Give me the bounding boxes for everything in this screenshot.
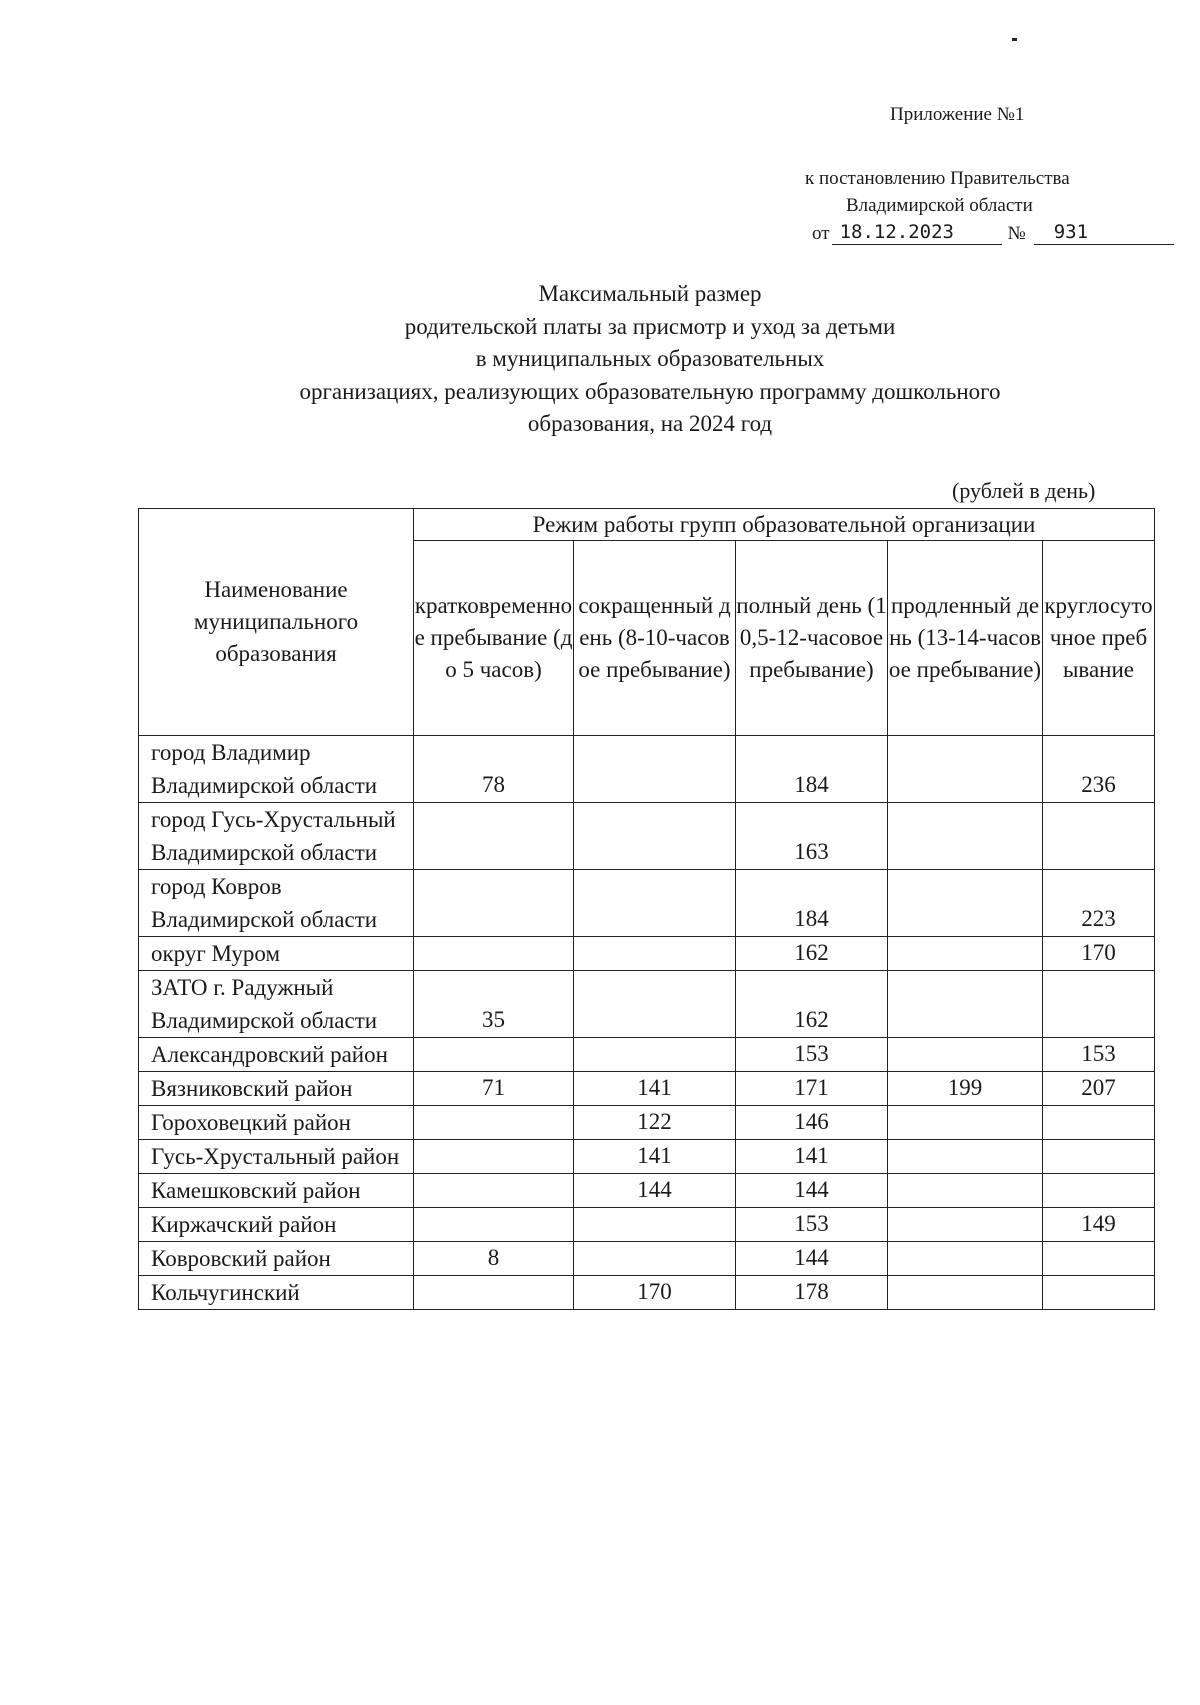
fee-value xyxy=(1043,1276,1155,1310)
fee-value: 184 xyxy=(736,736,888,803)
fee-value: 178 xyxy=(736,1276,888,1310)
fee-value: 144 xyxy=(736,1174,888,1208)
table-row xyxy=(139,1208,1155,1242)
title-line: образования, на 2024 год xyxy=(527,411,773,436)
title-line: Максимальный размер xyxy=(538,281,762,306)
fee-value xyxy=(1043,1242,1155,1276)
fee-value xyxy=(888,1208,1043,1242)
title-line: в муниципальных образовательных xyxy=(475,346,825,371)
column-header: сокращенный день (8-10-часовое пребывание) xyxy=(574,541,736,736)
fee-value: 162 xyxy=(736,937,888,971)
fee-value: 71 xyxy=(414,1072,574,1106)
fee-value xyxy=(888,1106,1043,1140)
fee-value xyxy=(414,870,574,937)
fee-value: 8 xyxy=(414,1242,574,1276)
decree-date-row xyxy=(812,220,1174,245)
fee-value xyxy=(888,1140,1043,1174)
annex-title: Приложение №1 xyxy=(890,104,1025,125)
municipality-name: Кольчугинский xyxy=(139,1276,414,1310)
fee-value: 153 xyxy=(1043,1038,1155,1072)
fee-value xyxy=(888,803,1043,870)
column-header: продленный день (13-14-часовое пребывание) xyxy=(888,541,1043,736)
municipality-name: Гусь-Хрустальный район xyxy=(139,1140,414,1174)
table-row xyxy=(139,1276,1155,1310)
fee-value: 163 xyxy=(736,803,888,870)
fee-value xyxy=(888,1276,1043,1310)
fee-value xyxy=(888,1174,1043,1208)
table-row xyxy=(139,1140,1155,1174)
fee-value: 236 xyxy=(1043,736,1155,803)
table-row xyxy=(139,1174,1155,1208)
fee-value: 146 xyxy=(736,1106,888,1140)
fee-value xyxy=(574,803,736,870)
column-header: кратковременное пребывание (до 5 часов) xyxy=(414,541,574,736)
fee-value: 207 xyxy=(1043,1072,1155,1106)
table-row xyxy=(139,1106,1155,1140)
municipality-name: Камешковский район xyxy=(139,1174,414,1208)
fee-value xyxy=(414,1038,574,1072)
scan-mark xyxy=(1012,38,1017,41)
municipality-name: Ковровский район xyxy=(139,1242,414,1276)
fee-value: 171 xyxy=(736,1072,888,1106)
fee-value xyxy=(414,1208,574,1242)
fee-value: 170 xyxy=(574,1276,736,1310)
title-line: организациях, реализующих образовательную программу дошкольного xyxy=(299,378,1001,404)
fee-value: 122 xyxy=(574,1106,736,1140)
municipality-name: Вязниковский район xyxy=(139,1072,414,1106)
fee-value: 162 xyxy=(736,971,888,1038)
fee-table xyxy=(138,508,1155,1310)
fee-value: 199 xyxy=(888,1072,1043,1106)
table-row xyxy=(139,803,1155,870)
fee-value: 78 xyxy=(414,736,574,803)
fee-value xyxy=(1043,971,1155,1038)
fee-value xyxy=(574,1038,736,1072)
fee-value xyxy=(414,1140,574,1174)
decree-date: 18.12.2023 xyxy=(832,220,1002,245)
municipality-name: город Гусь-Хрустальный Владимирской области xyxy=(139,803,414,870)
municipality-name: город Владимир Владимирской области xyxy=(139,736,414,803)
municipality-name: Гороховецкий район xyxy=(139,1106,414,1140)
fee-value: 153 xyxy=(736,1208,888,1242)
fee-value: 144 xyxy=(736,1242,888,1276)
municipality-name: ЗАТО г. Радужный Владимирской области xyxy=(139,971,414,1038)
fee-value xyxy=(414,803,574,870)
municipality-header: Наименование муниципального образования xyxy=(139,509,414,736)
fee-value: 149 xyxy=(1043,1208,1155,1242)
fee-value: 223 xyxy=(1043,870,1155,937)
municipality-name: город Ковров Владимирской области xyxy=(139,870,414,937)
fee-value xyxy=(888,971,1043,1038)
decree-region: Владимирской области xyxy=(846,195,1033,216)
fee-value xyxy=(888,870,1043,937)
units-note: (рублей в день) xyxy=(952,478,1096,503)
fee-value xyxy=(888,937,1043,971)
municipality-name: Киржачский район xyxy=(139,1208,414,1242)
date-prefix: от xyxy=(812,223,830,244)
table-row xyxy=(139,971,1155,1038)
fee-value xyxy=(574,870,736,937)
table-row xyxy=(139,736,1155,803)
fee-value xyxy=(414,937,574,971)
table-row xyxy=(139,1038,1155,1072)
column-header: круглосуточное пребывание xyxy=(1043,541,1155,736)
table-row xyxy=(139,870,1155,937)
fee-value xyxy=(888,736,1043,803)
table-row xyxy=(139,937,1155,971)
fee-value xyxy=(574,971,736,1038)
fee-value xyxy=(1043,1140,1155,1174)
fee-value: 141 xyxy=(736,1140,888,1174)
fee-table-body xyxy=(139,736,1155,1310)
table-row xyxy=(139,1072,1155,1106)
fee-value: 141 xyxy=(574,1072,736,1106)
fee-value xyxy=(414,1174,574,1208)
fee-value: 35 xyxy=(414,971,574,1038)
fee-value xyxy=(1043,1106,1155,1140)
municipality-name: округ Муром xyxy=(139,937,414,971)
fee-value: 170 xyxy=(1043,937,1155,971)
regime-header: Режим работы групп образовательной организации xyxy=(414,509,1155,541)
document-title xyxy=(150,278,1150,441)
fee-value: 153 xyxy=(736,1038,888,1072)
fee-value: 141 xyxy=(574,1140,736,1174)
fee-value xyxy=(414,1276,574,1310)
fee-value xyxy=(888,1242,1043,1276)
municipality-name: Александровский район xyxy=(139,1038,414,1072)
fee-value xyxy=(1043,1174,1155,1208)
fee-value xyxy=(574,1208,736,1242)
fee-value xyxy=(574,937,736,971)
fee-value: 144 xyxy=(574,1174,736,1208)
fee-value: 184 xyxy=(736,870,888,937)
decree-reference: к постановлению Правительства xyxy=(805,168,1070,189)
column-header: полный день (10,5-12-часовое пребывание) xyxy=(736,541,888,736)
table-row xyxy=(139,1242,1155,1276)
number-sign: № xyxy=(1007,223,1026,244)
title-line: родительской платы за присмотр и уход за детьми xyxy=(404,313,896,339)
fee-value xyxy=(574,1242,736,1276)
fee-value xyxy=(574,736,736,803)
fee-value xyxy=(1043,803,1155,870)
fee-value xyxy=(888,1038,1043,1072)
decree-number: 931 xyxy=(1034,220,1174,245)
fee-value xyxy=(414,1106,574,1140)
